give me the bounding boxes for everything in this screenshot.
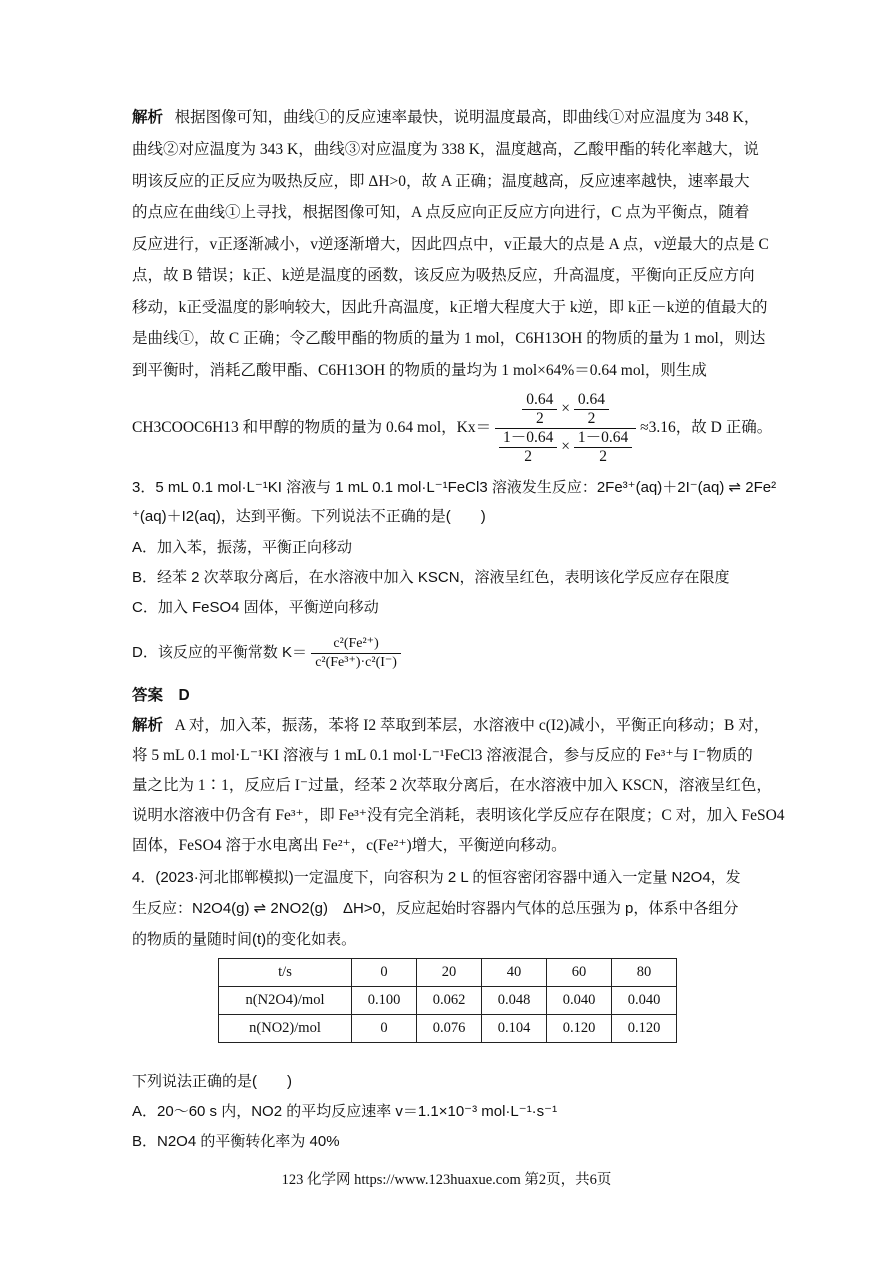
table-cell: 0 (352, 959, 417, 987)
analysis-line-1 (132, 108, 772, 128)
table-cell: 0.100 (352, 987, 417, 1015)
table-cell: t/s (219, 959, 352, 987)
sub-fraction-c (499, 429, 557, 466)
table-cell: 0.120 (547, 1015, 612, 1043)
table-cell: 0.062 (417, 987, 482, 1015)
q3-analysis-label: 解析 (132, 717, 164, 734)
table-cell: n(NO2)/mol (219, 1015, 352, 1043)
kx-formula-suffix: ≈3.16，故 D 正确。 (640, 419, 773, 436)
kx-fraction (495, 391, 636, 466)
table-cell: 0.048 (482, 987, 547, 1015)
sub-den-a: 2 (535, 409, 544, 427)
sub-fraction-a (522, 391, 557, 428)
table-cell: n(N2O4)/mol (219, 987, 352, 1015)
q3-analysis-line-5: 固体，FeSO4 溶于水电离出 Fe²⁺，c(Fe²⁺)增大，平衡逆向移动。 (132, 837, 567, 854)
table-cell: 40 (482, 959, 547, 987)
q3-analysis-line-3: 量之比为 1∶1，反应后 I⁻过量，经苯 2 次萃取分离后，在水溶液中加入 KSCN，溶液呈红色， (132, 777, 772, 794)
q3-analysis-line-4: 说明水溶液中仍含有 Fe³⁺，即 Fe³⁺没有完全消耗，表明该化学反应存在限度；C 对，加入 FeSO4 (132, 807, 785, 824)
table-cell: 0.040 (612, 987, 677, 1015)
times-sign: × (561, 438, 570, 455)
analysis-line-4: 的点应在曲线①上寻找，根据图像可知，A 点反应向正反应方向进行，C 点为平衡点，随着 (132, 204, 750, 221)
analysis-line-6: 点，故 B 错误；k正、k逆是温度的函数，该反应为吸热反应，升高温度，平衡向正反应方向 (132, 267, 755, 284)
sub-den-b: 2 (587, 409, 596, 427)
q3-stem-line-2: ⁺(aq)＋I2(aq)，达到平衡。下列说法不正确的是( ) (132, 508, 486, 525)
q3-analysis-text: A 对，加入苯，振荡，苯将 I2 萃取到苯层，水溶液中 c(I2)减小，平衡正向移动；B 对， (174, 717, 770, 734)
k-denominator: c²(Fe³⁺)·c²(I⁻) (315, 654, 397, 670)
sub-num-b: 0.64 (577, 390, 605, 408)
q3-option-c: C．加入 FeSO4 固体，平衡逆向移动 (132, 599, 379, 616)
table-row (219, 987, 677, 1015)
analysis-text: 根据图像可知，曲线①的反应速率最快，说明温度最高，即曲线①对应温度为 348 K， (174, 109, 760, 126)
analysis-line-2: 曲线②对应温度为 343 K，曲线③对应温度为 338 K，温度越高，乙酸甲酯的转化率越大，说 (132, 141, 759, 158)
kx-formula-prefix: CH3COOC6H13 和甲醇的物质的量为 0.64 mol，Kx＝ (132, 419, 492, 436)
table-header-row (219, 959, 677, 987)
sub-num-c: 1－0.64 (502, 428, 554, 446)
sub-den-d: 2 (599, 447, 607, 465)
times-sign: × (561, 400, 570, 417)
analysis-line-5: 反应进行，v正逐渐减小，v逆逐渐增大，因此四点中，v正最大的点是 A 点，v逆最大的点是 C (132, 236, 769, 253)
table-cell: 0.120 (612, 1015, 677, 1043)
q3-analysis-line-1 (132, 716, 772, 736)
sub-num-a: 0.64 (526, 390, 554, 408)
analysis-line-9: 到平衡时，消耗乙酸甲酯、C6H13OH 的物质的量均为 1 mol×64%＝0.64 mol，则生成 (132, 362, 707, 379)
q3-option-a: A．加入苯，振荡，平衡正向移动 (132, 539, 353, 556)
q4-stem-line-2: 生反应：N2O4(g) ⇌ 2NO2(g) ΔH>0，反应起始时容器内气体的总压强为 p，体系中各组分 (132, 900, 739, 917)
sub-fraction-b (574, 391, 609, 428)
table-cell: 0.076 (417, 1015, 482, 1043)
q4-stem-line-1: 4．(2023·河北邯郸模拟)一定温度下，向容积为 2 L 的恒容密闭容器中通入一定量 N2O4，发 (132, 869, 741, 886)
equilibrium-constant-fraction (311, 635, 401, 672)
table-row (219, 1015, 677, 1043)
q4-prompt: 下列说法正确的是( ) (132, 1073, 292, 1090)
q3-option-b: B．经苯 2 次萃取分离后，在水溶液中加入 KSCN，溶液呈红色，表明该化学反应存在限度 (132, 569, 730, 586)
sub-den-c: 2 (524, 447, 533, 465)
sub-fraction-d (574, 429, 632, 466)
table-cell: 0.104 (482, 1015, 547, 1043)
page-footer: 123 化学网 https://www.123huaxue.com 第2页，共6页 (281, 1172, 612, 1188)
data-table (218, 958, 677, 1043)
kx-formula-line (132, 388, 772, 468)
k-numerator: c²(Fe²⁺) (333, 635, 379, 651)
table-cell: 20 (417, 959, 482, 987)
sub-num-d: 1－0.64 (577, 428, 629, 446)
analysis-line-7: 移动，k正受温度的影响较大，因此升高温度，k正增大程度大于 k逆，即 k正－k逆的值最大的 (132, 299, 768, 316)
analysis-line-8: 是曲线①，故 C 正确；令乙酸甲酯的物质的量为 1 mol，C6H13OH 的物质的量为 1 mol，则达 (132, 330, 766, 347)
q4-option-a: A．20～60 s 内，NO2 的平均反应速率 v＝1.1×10⁻³ mol·L⁻¹·s⁻¹ (132, 1103, 558, 1120)
table-cell: 80 (612, 959, 677, 987)
q3-option-d-text: D．该反应的平衡常数 K＝ (132, 644, 308, 661)
q4-option-b: B．N2O4 的平衡转化率为 40% (132, 1133, 340, 1150)
table-cell: 0.040 (547, 987, 612, 1015)
table-cell: 60 (547, 959, 612, 987)
kx-numerator (495, 391, 636, 428)
q3-analysis-line-2: 将 5 mL 0.1 mol·L⁻¹KI 溶液与 1 mL 0.1 mol·L⁻¹FeCl3 溶液混合，参与反应的 Fe³⁺与 I⁻物质的 (132, 747, 753, 764)
analysis-label: 解析 (132, 109, 164, 126)
q3-option-d (132, 628, 772, 678)
q3-answer: 答案 D (132, 687, 190, 704)
analysis-line-3: 明该反应的正反应为吸热反应，即 ΔH>0，故 A 正确；温度越高，反应速率越快，速率最大 (132, 173, 750, 190)
kx-denominator (495, 429, 636, 466)
q4-stem-line-3: 的物质的量随时间(t)的变化如表。 (132, 931, 357, 948)
q3-stem-line-1: 3．5 mL 0.1 mol·L⁻¹KI 溶液与 1 mL 0.1 mol·L⁻¹FeCl3 溶液发生反应：2Fe³⁺(aq)＋2I⁻(aq) ⇌ 2Fe² (132, 479, 777, 496)
table-cell: 0 (352, 1015, 417, 1043)
